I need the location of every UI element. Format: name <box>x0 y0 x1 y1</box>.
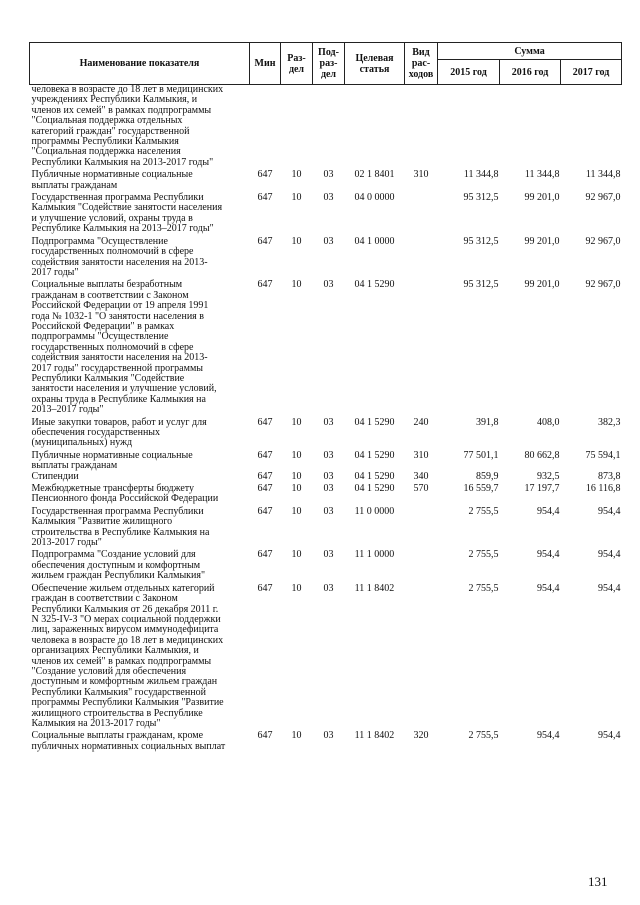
row-razdel: 10 <box>291 416 302 428</box>
row-podrazdel: 03 <box>323 549 334 561</box>
table-row <box>30 505 622 549</box>
row-name: Государственная программа Республики Калмыкия "Развитие жилищного строительства в Республике Калмыкия на 2013-2017 годы" <box>31 505 210 549</box>
row-sum-2017: 954,4 <box>598 582 621 594</box>
table-row <box>30 548 622 581</box>
row-razdel: 10 <box>291 730 302 742</box>
row-target: 04 1 5290 <box>354 483 395 495</box>
row-vid <box>405 505 438 549</box>
row-podrazdel: 03 <box>323 449 334 461</box>
row-vid: 340 <box>413 470 429 482</box>
row-vid <box>405 582 438 730</box>
row-name: Публичные нормативные социальные выплаты гражданам <box>31 169 193 191</box>
row-target <box>345 85 405 169</box>
table-row <box>30 729 622 752</box>
row-sum-2015: 95 312,5 <box>463 279 499 291</box>
row-podrazdel: 03 <box>323 483 334 495</box>
table-header <box>30 43 622 85</box>
row-podrazdel <box>313 85 345 169</box>
row-razdel: 10 <box>291 549 302 561</box>
row-target: 11 1 0000 <box>354 549 395 561</box>
row-min: 647 <box>257 416 273 428</box>
row-target: 11 1 8402 <box>354 582 395 594</box>
row-min: 647 <box>257 483 273 495</box>
row-sum-2016: 932,5 <box>537 470 560 482</box>
row-target: 04 1 5290 <box>354 279 395 291</box>
row-min: 647 <box>257 279 273 291</box>
row-sum-2017: 954,4 <box>598 505 621 517</box>
row-sum-2016: 99 201,0 <box>524 192 560 204</box>
row-razdel: 10 <box>291 582 302 594</box>
row-sum-2017: 75 594,1 <box>585 449 621 461</box>
row-podrazdel: 03 <box>323 505 334 517</box>
table-row <box>30 168 622 191</box>
row-min: 647 <box>257 192 273 204</box>
table-row <box>30 235 622 279</box>
header-podrazdel: Под- раз- дел <box>313 43 345 85</box>
row-target: 11 0 0000 <box>354 505 395 517</box>
header-2016: 2016 год <box>500 60 561 85</box>
row-vid <box>405 85 438 169</box>
row-vid: 320 <box>413 730 429 742</box>
row-razdel: 10 <box>291 470 302 482</box>
row-sum-2015: 95 312,5 <box>463 192 499 204</box>
row-sum-2015: 16 559,7 <box>463 483 499 495</box>
row-razdel: 10 <box>291 483 302 495</box>
row-min: 647 <box>257 582 273 594</box>
budget-table <box>29 42 622 752</box>
row-sum-2016: 11 344,8 <box>524 169 560 181</box>
row-sum-2017: 873,8 <box>598 470 621 482</box>
row-sum-2015: 391,8 <box>476 416 499 428</box>
row-sum-2016: 99 201,0 <box>524 279 560 291</box>
row-vid <box>405 191 438 235</box>
row-name: человека в возрасте до 18 лет в медицинских учреждениях Республики Калмыкия, и членов их семей" в рамках подпрограммы "Социальная поддержка отдельных категорий граждан" государственной программы Республики Калмыкия "Социальная поддержка населения Республики Калмыкия на 2013-2017 годы" <box>31 84 224 168</box>
row-podrazdel: 03 <box>323 416 334 428</box>
row-target: 04 1 5290 <box>354 470 395 482</box>
row-vid: 570 <box>413 483 429 495</box>
header-2015: 2015 год <box>438 60 500 85</box>
row-min: 647 <box>257 235 273 247</box>
row-razdel: 10 <box>291 235 302 247</box>
row-name: Социальные выплаты безработным гражданам в соответствии с Законом Российской Федерации от 19 апреля 1991 года № 1032-1 "О занятости населения в Российской Федерации" в рамках подпрограммы "Осуществление государственных полномочий в сфере содействия занятости населения на 2013- 2017 годы" государственной программы Республики Калмыкия "Содействие занятости населения и улучшение условий, охраны труда в Республике Калмыкия на 2013–2017 годы" <box>31 279 217 416</box>
row-sum-2017: 16 116,8 <box>585 483 621 495</box>
header-razdel: Раз- дел <box>281 43 313 85</box>
row-razdel: 10 <box>291 192 302 204</box>
row-sum-2016 <box>500 85 561 169</box>
header-vid: Вид рас- ходов <box>405 43 438 85</box>
row-sum-2016: 80 662,8 <box>524 449 560 461</box>
row-min: 647 <box>257 169 273 181</box>
row-min: 647 <box>257 505 273 517</box>
row-sum-2015: 2 755,5 <box>468 549 499 561</box>
row-target: 04 0 0000 <box>354 192 395 204</box>
row-sum-2015: 95 312,5 <box>463 235 499 247</box>
row-min: 647 <box>257 549 273 561</box>
table-row <box>30 582 622 730</box>
row-name: Обеспечение жильем отдельных категорий граждан в соответствии с Законом Республики Калмыкия от 26 декабря 2011 г. N 325-IV-З "О мерах социальной поддержки лиц, зараженных вирусом иммунодефицита человека в возрасте до 18 лет в медицинских организациях Республики Калмыкия, и членов их семей" в рамках подпрограммы "Создание условий для обеспечения доступным и комфортным жильем граждан Республики Калмыкия" государственной программы Республики Калмыкия "Развитие жилищного строительства в Республике Калмыкия на 2013-2017 годы" <box>31 582 224 729</box>
header-min: Мин <box>250 43 281 85</box>
row-sum-2015: 2 755,5 <box>468 505 499 517</box>
table-row <box>30 472 622 482</box>
row-name: Подпрограмма "Создание условий для обеспечения доступным и комфортным жильем граждан Республики Калмыкия" <box>31 549 206 582</box>
row-razdel: 10 <box>291 169 302 181</box>
row-target: 04 1 5290 <box>354 416 395 428</box>
row-name: Государственная программа Республики Калмыкия "Содействие занятости населения и улучшение условий, охраны труда в Республике Калмыкия на 2013–2017 годы" <box>31 192 223 235</box>
row-podrazdel: 03 <box>323 279 334 291</box>
row-vid <box>405 235 438 279</box>
row-sum-2017: 92 967,0 <box>585 192 621 204</box>
page-number: 131 <box>588 874 608 889</box>
row-sum-2017: 382,3 <box>598 416 621 428</box>
row-sum-2015: 859,9 <box>476 470 499 482</box>
row-podrazdel: 03 <box>323 730 334 742</box>
row-sum-2017 <box>561 85 622 169</box>
row-razdel: 10 <box>291 279 302 291</box>
row-sum-2016: 17 197,7 <box>524 483 560 495</box>
row-vid: 310 <box>413 449 429 461</box>
row-sum-2015: 2 755,5 <box>468 730 499 742</box>
row-vid <box>405 548 438 581</box>
row-sum-2016: 99 201,0 <box>524 235 560 247</box>
row-sum-2017: 92 967,0 <box>585 279 621 291</box>
row-min: 647 <box>257 470 273 482</box>
row-sum-2016: 408,0 <box>537 416 560 428</box>
table-row <box>30 85 622 169</box>
row-name: Социальные выплаты гражданам, кроме публичных нормативных социальных выплат <box>31 730 226 752</box>
row-min <box>250 85 281 169</box>
row-name: Стипендии <box>31 470 79 482</box>
row-sum-2016: 954,4 <box>537 582 560 594</box>
table-row <box>30 278 622 415</box>
table-row <box>30 482 622 505</box>
row-vid <box>405 278 438 415</box>
row-vid: 240 <box>413 416 429 428</box>
row-sum-2015: 2 755,5 <box>468 582 499 594</box>
row-sum-2016: 954,4 <box>537 505 560 517</box>
row-name: Межбюджетные трансферты бюджету Пенсионного фонда Российской Федерации <box>31 483 219 505</box>
header-target: Целевая статья <box>345 43 405 85</box>
row-min: 647 <box>257 730 273 742</box>
table-row <box>30 191 622 235</box>
header-name: Наименование показателя <box>30 43 250 85</box>
table-row <box>30 449 622 472</box>
row-target: 11 1 8402 <box>354 730 395 742</box>
table-row <box>30 416 622 449</box>
row-name: Подпрограмма "Осуществление государственных полномочий в сфере содействия занятости населения на 2013- 2017 годы" <box>31 235 208 278</box>
row-sum-2016: 954,4 <box>537 549 560 561</box>
row-razdel <box>281 85 313 169</box>
row-sum-2017: 954,4 <box>598 730 621 742</box>
row-podrazdel: 03 <box>323 470 334 482</box>
row-min: 647 <box>257 449 273 461</box>
row-name: Публичные нормативные социальные выплаты гражданам <box>31 449 193 472</box>
row-podrazdel: 03 <box>323 582 334 594</box>
row-sum-2015: 77 501,1 <box>463 449 499 461</box>
row-target: 02 1 8401 <box>354 169 395 181</box>
header-sum: Сумма <box>438 43 622 60</box>
row-sum-2017: 954,4 <box>598 549 621 561</box>
row-podrazdel: 03 <box>323 235 334 247</box>
row-name: Иные закупки товаров, работ и услуг для обеспечения государственных (муниципальных) нужд <box>31 416 207 449</box>
row-podrazdel: 03 <box>323 169 334 181</box>
row-razdel: 10 <box>291 505 302 517</box>
row-sum-2016: 954,4 <box>537 730 560 742</box>
row-podrazdel: 03 <box>323 192 334 204</box>
row-sum-2015: 11 344,8 <box>463 169 499 181</box>
row-target: 04 1 5290 <box>354 449 395 461</box>
row-sum-2017: 11 344,8 <box>585 169 621 181</box>
header-2017: 2017 год <box>561 60 622 85</box>
row-razdel: 10 <box>291 449 302 461</box>
row-sum-2017: 92 967,0 <box>585 235 621 247</box>
row-vid: 310 <box>413 169 429 181</box>
table-body <box>30 85 622 753</box>
row-sum-2015 <box>438 85 500 169</box>
row-target: 04 1 0000 <box>354 235 395 247</box>
